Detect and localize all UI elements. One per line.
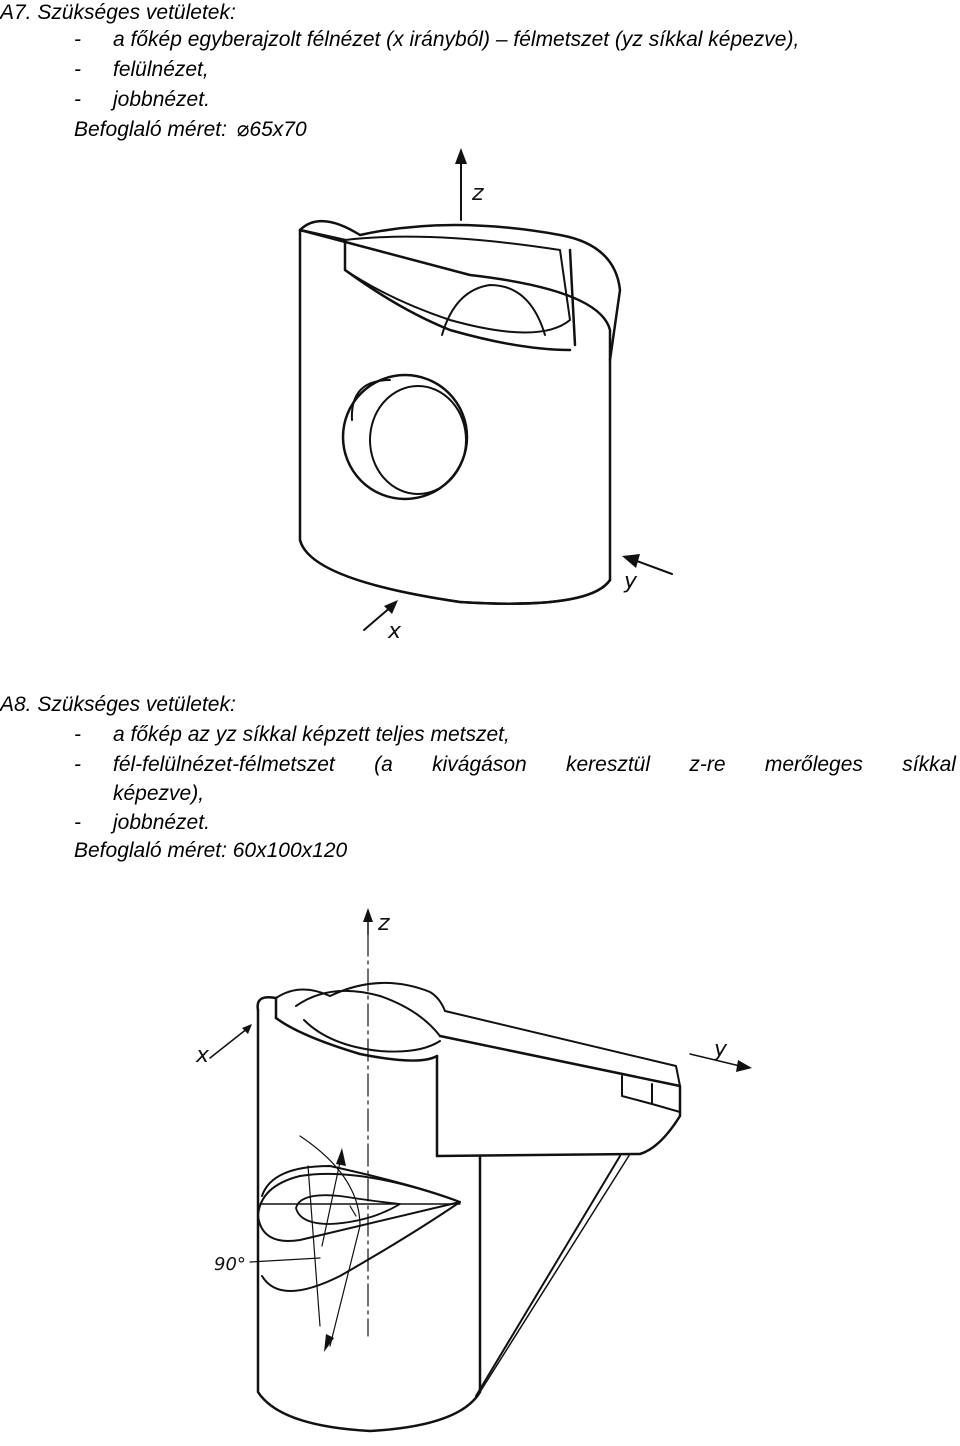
x-axis-label: x bbox=[196, 1043, 210, 1068]
a8-item-2-word: kivágáson bbox=[432, 753, 527, 776]
a8-item-2-word: keresztül bbox=[566, 753, 651, 776]
z-axis bbox=[455, 148, 484, 220]
y-axis-label: y bbox=[714, 1037, 728, 1062]
list-dash: - bbox=[74, 58, 81, 81]
y-axis bbox=[622, 554, 672, 594]
a8-item-2-word: síkkal bbox=[902, 753, 956, 776]
angle-label: 90° bbox=[214, 1254, 246, 1275]
a8-dimension: Befoglaló méret: 60x100x120 bbox=[74, 839, 348, 862]
a7-item-2: felülnézet, bbox=[113, 58, 209, 81]
a8-item-3: jobbnézet. bbox=[113, 811, 210, 834]
x-axis bbox=[364, 600, 402, 640]
a8-isometric-drawing bbox=[0, 886, 960, 1446]
a7-item-1: a főkép egyberajzolt félnézet (x irányból) – félmetszet (yz síkkal képezve), bbox=[113, 28, 800, 51]
list-dash: - bbox=[74, 88, 81, 111]
a7-dimension-label: Befoglaló méret: bbox=[74, 118, 227, 141]
a8-item-2-continued: képezve), bbox=[113, 782, 205, 805]
z-axis bbox=[363, 908, 390, 1336]
z-axis-label: z bbox=[378, 911, 390, 936]
list-dash: - bbox=[74, 28, 81, 51]
a7-heading: A7. Szükséges vetületek: bbox=[0, 1, 236, 24]
a7-dimension-value: 65x70 bbox=[249, 118, 307, 141]
a8-item-1: a főkép az yz síkkal képzett teljes metszet, bbox=[113, 723, 510, 746]
a7-isometric-drawing bbox=[0, 140, 960, 640]
a8-item-2-word: merőleges bbox=[764, 753, 863, 776]
a8-item-2-word: z-re bbox=[689, 753, 726, 776]
bracket-body bbox=[250, 983, 680, 1431]
a7-item-3: jobbnézet. bbox=[113, 88, 210, 111]
a8-item-2 bbox=[113, 754, 956, 775]
z-axis-label: z bbox=[472, 181, 484, 206]
y-axis bbox=[690, 1037, 752, 1072]
a8-item-2-word: (a bbox=[374, 753, 393, 776]
y-axis-label: y bbox=[624, 569, 638, 594]
a7-dimension bbox=[74, 119, 307, 140]
list-dash: - bbox=[74, 811, 81, 834]
x-axis-label: x bbox=[388, 619, 402, 640]
list-dash: - bbox=[74, 723, 81, 746]
diameter-symbol: ⌀ bbox=[236, 118, 250, 141]
cylinder-body bbox=[300, 221, 620, 604]
x-axis bbox=[195, 1024, 252, 1068]
a8-heading: A8. Szükséges vetületek: bbox=[0, 693, 236, 716]
list-dash: - bbox=[74, 753, 81, 776]
a8-item-2-word: fél-felülnézet-félmetszet bbox=[113, 753, 335, 776]
